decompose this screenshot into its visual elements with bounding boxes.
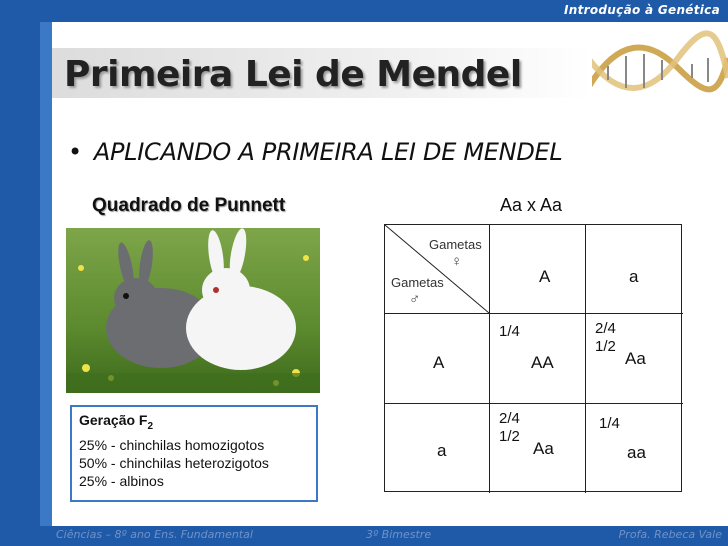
row-header: a [437, 441, 447, 460]
header-label: Introdução à Genética [564, 3, 720, 17]
cell-fraction: 2/4 [595, 320, 616, 337]
corner-left-label: Gametas [391, 275, 444, 290]
cell-fraction: 1/2 [595, 338, 616, 355]
generation-box [70, 405, 318, 502]
cell-fraction: 1/2 [499, 428, 520, 445]
punnett-square [384, 224, 682, 492]
cell-genotype: AA [531, 353, 554, 372]
cell-genotype: aa [627, 443, 646, 462]
generation-title [79, 411, 309, 436]
generation-title-sub: 2 [147, 420, 154, 432]
cell-genotype: Aa [533, 439, 554, 458]
cell-fraction: 1/4 [499, 323, 520, 340]
generation-line: 25% - albinos [79, 472, 164, 489]
dna-helix-icon [588, 18, 728, 108]
female-symbol-icon: ♀ [451, 253, 463, 270]
cross-label: Aa x Aa [500, 195, 563, 215]
subtitle: Quadrado de Punnett [92, 195, 286, 216]
male-symbol-icon: ♂ [409, 291, 421, 308]
grid-line [585, 225, 586, 493]
footer-right: Profa. Rebeca Vale [618, 528, 722, 541]
generation-title-main: Geração F [79, 412, 148, 428]
bullet-dot-icon: • [68, 138, 82, 166]
side-bar-stripe [40, 22, 52, 526]
cell-fraction: 2/4 [499, 410, 520, 427]
generation-line: 25% - chinchilas homozigotos [79, 436, 265, 453]
side-bar [0, 0, 52, 546]
bullet-heading [68, 138, 562, 166]
grid-line [385, 403, 683, 404]
footer-left: Ciências – 8º ano Ens. Fundamental [56, 528, 253, 541]
col-header: a [629, 267, 639, 286]
row-header: A [433, 353, 445, 372]
col-header: A [539, 267, 551, 286]
footer-center: 3º Bimestre [366, 528, 432, 541]
slide-title: Primeira Lei de Mendel [64, 54, 522, 95]
generation-line: 50% - chinchilas heterozigotos [79, 454, 269, 471]
rabbits-photo [66, 228, 320, 393]
corner-top-label: Gametas [429, 237, 482, 252]
cell-genotype: Aa [625, 349, 646, 368]
cell-fraction: 1/4 [599, 415, 620, 432]
bullet-text: APLICANDO A PRIMEIRA LEI DE MENDEL [93, 138, 563, 166]
